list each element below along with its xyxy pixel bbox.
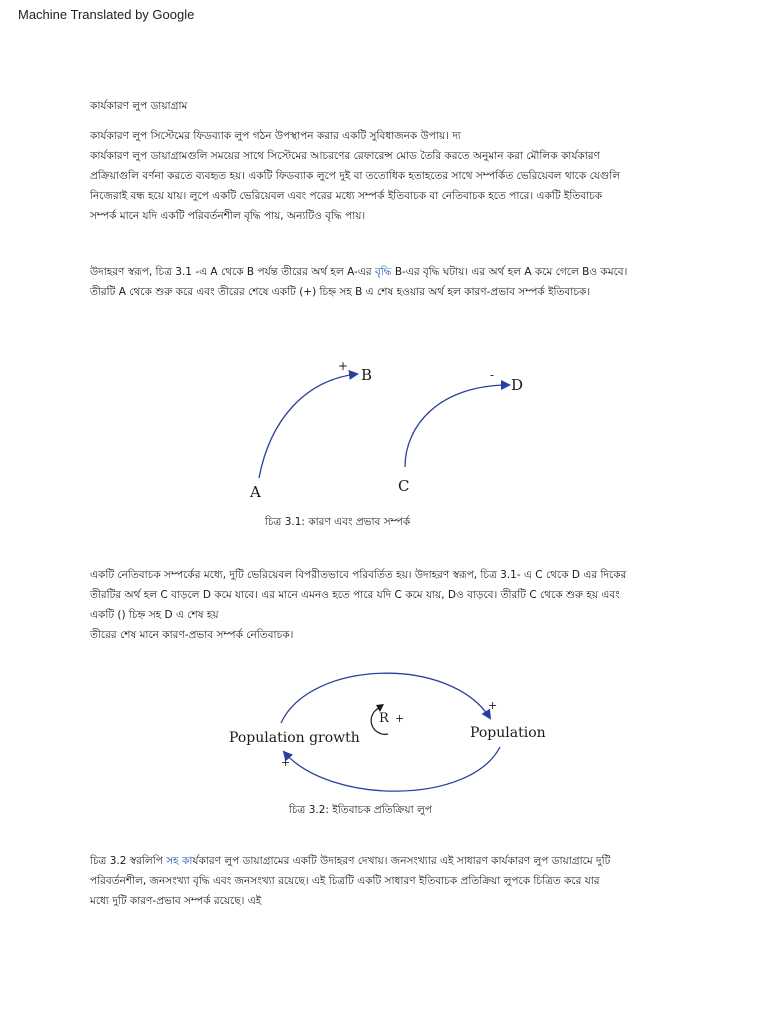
loop-label: R [379, 711, 389, 726]
arrow-c-to-d [405, 385, 509, 467]
positive-sign: + [338, 359, 349, 373]
loop-sign: + [395, 712, 405, 725]
paragraph-population-example [90, 851, 690, 911]
node-population: Population [470, 725, 546, 741]
text-line: তীরটির অর্থ হল C বাড়লে D কমে যাবে। এর মানে এমনও হতে পারে যদি C কমে যায়, Dও বাড়বে। তীরটি C থেকে শুরু হয় এবং [90, 589, 620, 601]
node-d-label: D [511, 376, 524, 394]
text-line [90, 851, 690, 871]
text-span: র্যকারণ লুপ ডায়াগ্রামের একটি উদাহরণ দেখায়। জনসংখ্যার এই সাধারণ কার্যকারণ লুপ ডায়াগ্রামে দুটি [192, 855, 611, 867]
positive-sign: + [488, 699, 498, 712]
text-line: তীরের শেষ মানে কারণ-প্রভাব সম্পর্ক নেতিবাচক। [90, 629, 294, 641]
text-span: B-এর বৃদ্ধি ঘটায়। এর অর্থ হল A কমে গেলে Bও কমবে। [391, 266, 628, 278]
text-line: প্রক্রিয়াগুলি বর্ণনা করতে ব্যবহৃত হয়। একটি ফিডব্যাক লুপে দুই বা ততোধিক হতাহতের সাথে সম্পর্কিত ভেরিয়েবল থাকে যেগুলি [90, 170, 621, 182]
text-line: নিজেরাই বন্ধ হয়ে যায়। লুপে একটি ভেরিয়েবল এবং পরের মধ্যে সম্পর্ক ইতিবাচক বা নেতিবাচক হতে পারে। একটি ইতিবাচক [90, 190, 603, 202]
figure-feedback-loop [229, 673, 546, 791]
text-line: মধ্যে দুটি কারণ-প্রভাব সম্পর্ক রয়েছে। এই [90, 895, 262, 907]
node-a-label: A [250, 483, 261, 501]
node-c-label: C [398, 477, 410, 495]
translation-banner: Machine Translated by Google [18, 7, 195, 22]
figure-caption: চিত্র 3.2: ইতিবাচক প্রতিক্রিয়া লুপ [289, 804, 432, 816]
negative-sign: - [490, 368, 495, 382]
text-span: চিত্র 3.2 স্বরলিপি [90, 855, 167, 867]
paragraph-negative-example [90, 565, 690, 645]
figure-caption: চিত্র 3.1: কারণ এবং প্রভাব সম্পর্ক [265, 516, 411, 528]
inline-link[interactable]: বৃদ্ধি [374, 266, 392, 278]
text-line: পরিবর্তনশীল, জনসংখ্যা বৃদ্ধি এবং জনসংখ্যা রয়েছে। এই চিত্রটি একটি সাধারণ ইতিবাচক প্রতিক্রিয়া লুপকে চিত্রিত করে যার [90, 875, 600, 887]
inline-link[interactable]: সহ কা [166, 855, 193, 867]
text-line: কার্যকারণ লুপ ডায়াগ্রামগুলি সময়ের সাথে সিস্টেমের আচরণের রেফারেন্স মোড তৈরি করতে অনুমান করা মৌলিক কার্যকারণ [90, 150, 600, 162]
positive-sign: + [281, 756, 291, 769]
text-line: কার্যকারণ লুপ সিস্টেমের ফিডব্যাক লুপ গঠন উপস্থাপন করার একটি সুবিধাজনক উপায়। দ্য [90, 130, 461, 142]
text-span: উদাহরণ স্বরূপ, চিত্র 3.1 -এ A থেকে B পর্যন্ত তীরের অর্থ হল A-এর [90, 266, 375, 278]
node-population-growth: Population growth [229, 730, 360, 746]
section-heading: কার্যকারণ লুপ ডায়াগ্রাম [90, 100, 188, 112]
arrow-population-to-growth [284, 747, 500, 791]
arrow-a-to-b [259, 374, 357, 478]
text-line: তীরটি A থেকে শুরু করে এবং তীরের শেষে একটি (+) চিহ্ন সহ B এ শেষ হওয়ার অর্থ হল কারণ-প্রভাব সম্পর্ক ইতিবাচক। [90, 286, 591, 298]
text-line: একটি () চিহ্ন সহ D এ শেষ হয় [90, 609, 219, 621]
text-line: সম্পর্ক মানে যদি একটি পরিবর্তনশীল বৃদ্ধি পায়, অন্যটিও বৃদ্ধি পায়। [90, 210, 366, 222]
text-line: একটি নেতিবাচক সম্পর্কের মধ্যে, দুটি ভেরিয়েবল বিপরীতভাবে পরিবর্তিত হয়। উদাহরণ স্বরূপ, চিত্র 3.1- এ C থেকে D এর দিকের [90, 569, 627, 581]
node-b-label: B [361, 366, 373, 384]
